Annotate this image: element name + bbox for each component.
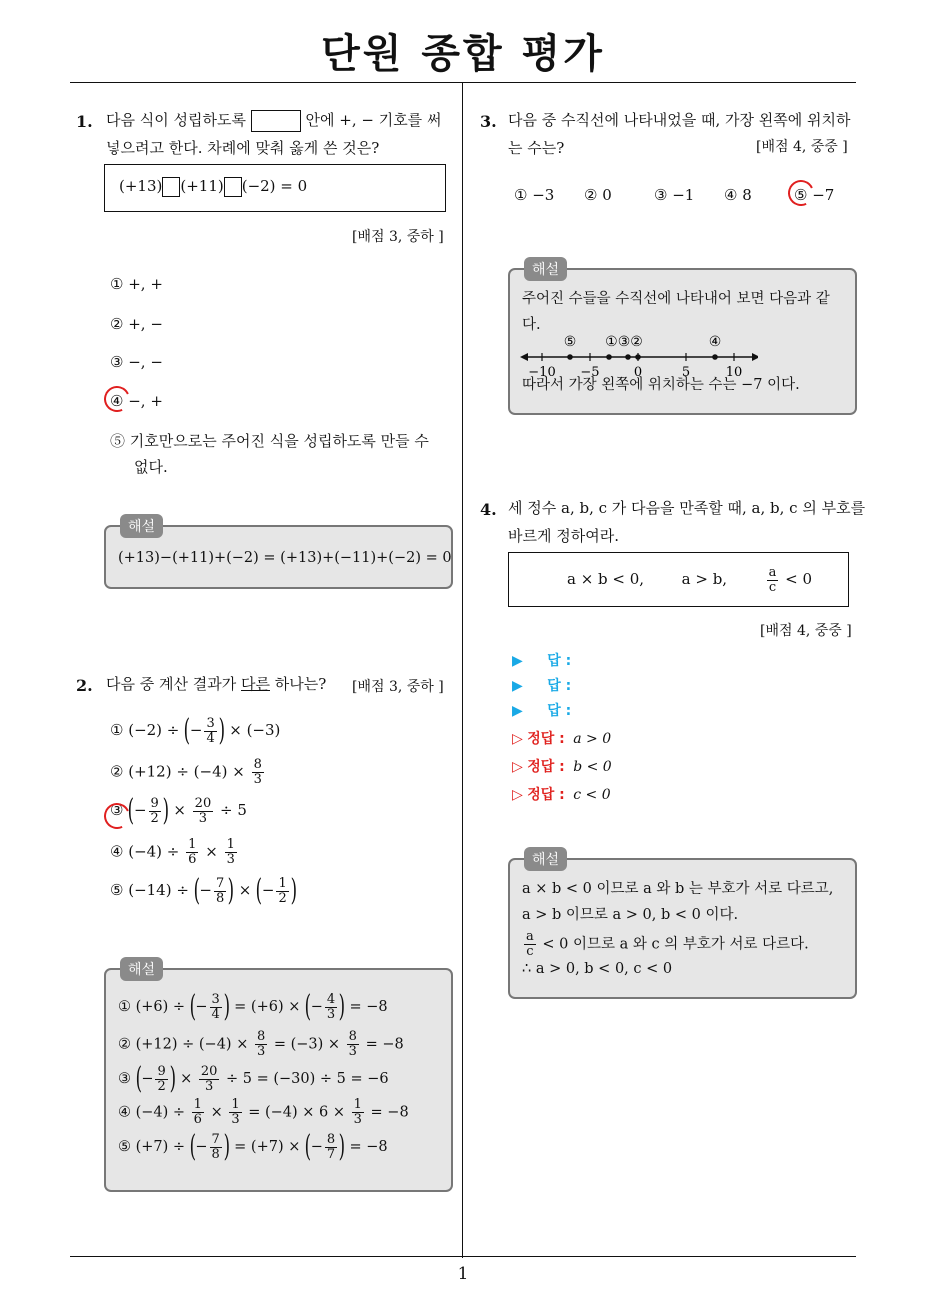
neg-sign: −: [261, 881, 275, 899]
fraction: [155, 1065, 167, 1094]
numerator: 20: [194, 795, 212, 811]
question-number: 4.: [480, 500, 497, 519]
paren: (: [255, 873, 263, 908]
fraction: [255, 1030, 267, 1059]
paren: ): [162, 793, 169, 828]
paren: ): [223, 1129, 230, 1164]
solution-line-1: a × b < 0 이므로 a 와 b 는 부호가 서로 다르고,: [522, 881, 834, 897]
solution-tag: 해설: [524, 257, 567, 281]
choice-3[interactable]: ③ −, −: [110, 353, 163, 371]
numerator: 9: [157, 1063, 166, 1079]
fraction: [276, 877, 288, 906]
answer-row-1[interactable]: [512, 650, 571, 670]
question-text: [106, 670, 326, 698]
tick-label: −10: [528, 365, 556, 380]
choice-1[interactable]: ① +, +: [110, 275, 163, 293]
paren: (: [183, 713, 191, 748]
underlined-word: 다른: [241, 675, 270, 693]
tick-label: −5: [580, 365, 600, 380]
denominator: 3: [204, 1078, 214, 1094]
question-text-b: 바르게 정하여라.: [508, 527, 619, 545]
triangle-icon: ▷: [512, 787, 523, 803]
fraction: [767, 566, 779, 595]
solution-tag: 해설: [120, 514, 163, 538]
paren: (: [304, 1129, 312, 1164]
solution-line-2: [118, 1030, 404, 1059]
sol-text: ② (+12) ÷ (−4) ×: [118, 1036, 249, 1053]
score-label: [배점 4, 중중 ]: [756, 139, 848, 155]
score-label: [배점 3, 중하 ]: [352, 229, 444, 245]
neg-sign: −: [199, 881, 212, 899]
triangle-icon: ▷: [512, 731, 523, 747]
sol-text: ÷ 5 = (−30) ÷ 5 = −6: [226, 1071, 389, 1087]
sol-text: < 0 이므로 a 와 c 의 부호가 서로 다르다.: [542, 936, 809, 953]
play-icon: ▶: [512, 703, 523, 719]
neg-sign: −: [133, 801, 147, 819]
question-text-a: 세 정수 a, b, c 가 다음을 만족할 때, a, b, c 의 부호를: [508, 499, 866, 517]
sol-text: = −8: [349, 1139, 388, 1155]
numerator: 1: [193, 1097, 202, 1112]
denominator: 8: [216, 890, 225, 906]
solution-box: [104, 962, 453, 1192]
question-number: 3.: [480, 112, 497, 131]
blank-box: [251, 110, 301, 132]
condition-box: [508, 552, 849, 607]
fraction: [210, 993, 222, 1022]
choice-2[interactable]: ② +, −: [110, 315, 163, 333]
fraction: [229, 1098, 241, 1127]
choice-4[interactable]: ④ 8: [724, 186, 752, 204]
question-number: 1.: [76, 112, 93, 131]
choice-5[interactable]: ⑤ −7: [794, 186, 835, 204]
solution-tag: 해설: [120, 957, 163, 981]
denominator: 3: [353, 1112, 362, 1127]
correct-row-2: [512, 756, 612, 776]
answer-label: 답 :: [547, 653, 572, 669]
numerator: 3: [211, 991, 220, 1007]
correct-value: c < 0: [573, 787, 611, 803]
paren: (: [189, 1129, 196, 1164]
neg-sign: −: [310, 1139, 323, 1155]
paren: (: [135, 1061, 142, 1096]
denominator: c: [768, 579, 777, 595]
correct-label: 정답 :: [527, 731, 565, 747]
play-icon: ▶: [512, 678, 523, 694]
bottom-rule: [70, 1256, 856, 1257]
solution-line-2: a > b 이므로 a > 0, b < 0 이다.: [522, 907, 739, 923]
question-text-b: 는 수는?: [508, 139, 565, 157]
numerator: 8: [256, 1029, 266, 1044]
question-text-a: 다음 식이 성립하도록: [106, 111, 246, 129]
fraction: [192, 1098, 204, 1127]
sol-text: = −8: [365, 1036, 404, 1053]
denominator: 3: [253, 772, 262, 787]
denominator: 3: [326, 1006, 336, 1022]
paren: ): [290, 873, 297, 908]
score-label: [배점 3, 중하 ]: [352, 679, 444, 695]
arrow-left: [520, 353, 528, 361]
expr-term-1: (+13): [119, 177, 163, 195]
denominator: 2: [150, 810, 159, 826]
solution-line-1: [118, 989, 388, 1024]
expression: [119, 177, 307, 197]
paren: (: [304, 989, 312, 1024]
paren: ): [223, 989, 230, 1024]
expression-box: [104, 164, 446, 212]
choice-3[interactable]: ③ −1: [654, 186, 695, 204]
paren: ): [338, 989, 346, 1024]
choice-text: ④ (−4) ÷: [110, 842, 180, 861]
choice-5-cont: 없다.: [134, 458, 168, 476]
answer-row-2[interactable]: [512, 675, 571, 695]
numerator: 8: [348, 1029, 357, 1044]
fraction: [325, 993, 337, 1022]
blank-box: [162, 177, 180, 197]
column-divider: [462, 83, 463, 1258]
solution-tag: 해설: [524, 847, 567, 871]
choice-text: ⑤ (−14) ÷: [110, 881, 189, 899]
choice-1[interactable]: ① −3: [514, 186, 555, 204]
choice-4[interactable]: ④ −, +: [110, 392, 163, 410]
numerator: 1: [188, 837, 197, 852]
numerator: 7: [211, 1131, 220, 1147]
solution-text-b: 다.: [522, 317, 541, 333]
play-icon: ▶: [512, 653, 523, 669]
choice-text: ② (+12) ÷ (−4) ×: [110, 762, 245, 781]
correct-row-3: [512, 784, 611, 804]
numerator: 1: [353, 1097, 362, 1112]
point-label-132: ①③②: [605, 334, 643, 350]
neg-sign: −: [310, 999, 323, 1015]
fraction: [347, 1030, 359, 1059]
denominator: 3: [198, 810, 208, 826]
numerator: 8: [253, 757, 262, 772]
solution-line-4: [118, 1098, 409, 1127]
choice-text: ×: [173, 801, 186, 819]
solution-text-c: 따라서 가장 왼쪽에 위치하는 수는 −7 이다.: [522, 377, 800, 393]
correct-label: 정답 :: [527, 787, 565, 803]
answer-row-3[interactable]: [512, 700, 571, 720]
expr-term-2: (+11): [180, 177, 224, 195]
score-label: [배점 4, 중중 ]: [760, 623, 852, 639]
numerator: 3: [206, 715, 215, 731]
solution-line-5: [118, 1129, 388, 1164]
denominator: 8: [211, 1146, 220, 1162]
numerator: 8: [326, 1131, 336, 1147]
fraction: [252, 758, 264, 787]
solution-line-3: [118, 1061, 389, 1096]
fraction: [524, 930, 536, 959]
fraction: [193, 797, 214, 826]
choice-text: ③: [110, 801, 124, 819]
fraction: [204, 717, 216, 746]
denominator: 2: [157, 1078, 166, 1094]
expr-term-3: (−2) = 0: [241, 177, 308, 195]
condition: [567, 559, 812, 599]
question-text-a: 다음 중 계산 결과가: [106, 675, 237, 693]
paren: ): [218, 713, 225, 748]
numerator: 4: [326, 991, 336, 1007]
selected-answer-mark: [100, 382, 133, 415]
sol-text: = (+7) ×: [234, 1139, 301, 1155]
question-text-b: 하나는?: [274, 675, 327, 693]
denominator: 3: [348, 1044, 357, 1059]
fraction: [149, 797, 161, 826]
sol-text: = (−4) × 6 ×: [248, 1104, 346, 1121]
neg-sign: −: [195, 1139, 208, 1155]
fraction: [352, 1098, 364, 1127]
sol-text: = −8: [349, 999, 388, 1015]
numerator: a: [768, 564, 777, 580]
sol-text: = (−3) ×: [273, 1036, 341, 1053]
tick-label: 0: [633, 365, 643, 380]
choice-5[interactable]: [110, 873, 297, 908]
fraction: [210, 1133, 222, 1162]
tick-label: 10: [725, 365, 743, 380]
paren: ): [227, 873, 235, 908]
tick-label: 5: [681, 365, 691, 380]
answer-label: 답 :: [547, 678, 572, 694]
sol-text: ③: [118, 1071, 131, 1087]
fraction: [186, 838, 198, 867]
denominator: 3: [226, 852, 235, 867]
paren: (: [189, 989, 196, 1024]
denominator: 3: [256, 1044, 266, 1059]
sol-text: = (+6) ×: [234, 999, 301, 1015]
numerator: 1: [226, 837, 235, 852]
question-text-a: 다음 중 수직선에 나타내었을 때, 가장 왼쪽에 위치하: [508, 111, 851, 129]
solution-line-3: [522, 930, 809, 959]
point-label-4: ④: [708, 334, 722, 350]
paren: ): [338, 1129, 346, 1164]
choice-text: ×: [205, 842, 218, 861]
condition-3: < 0: [785, 570, 813, 588]
point-label-5: ⑤: [563, 334, 577, 350]
denominator: 7: [326, 1146, 336, 1162]
neg-sign: −: [195, 999, 208, 1015]
sol-text: ×: [180, 1071, 193, 1087]
numerator: 20: [200, 1063, 218, 1079]
question-number: 2.: [76, 676, 93, 695]
question-text-c: 넣으려고 한다. 차례에 맞춰 옳게 쓴 것은?: [106, 139, 380, 157]
blank-box: [224, 177, 242, 197]
neg-sign: −: [141, 1071, 154, 1087]
paren: (: [127, 793, 135, 828]
numerator: 9: [150, 795, 159, 811]
choice-text: × (−3): [229, 721, 281, 739]
correct-value: b < 0: [573, 759, 612, 775]
denominator: c: [526, 944, 534, 959]
solution-text-a: 주어진 수들을 수직선에 나타내어 보면 다음과 같: [522, 291, 830, 307]
selected-answer-mark: [784, 176, 817, 209]
question-text: [106, 106, 456, 162]
solution-text: (+13)−(+11)+(−2) = (+13)+(−11)+(−2) = 0: [118, 550, 452, 566]
choice-text: ① (−2) ÷: [110, 721, 180, 739]
numerator: a: [526, 929, 534, 944]
sol-text: ④ (−4) ÷: [118, 1104, 186, 1121]
solution-box: [508, 262, 857, 415]
denominator: 6: [188, 852, 197, 867]
correct-value: a > 0: [573, 731, 612, 747]
denominator: 4: [211, 1006, 220, 1022]
triangle-icon: ▷: [512, 759, 523, 775]
question-text-b: 안에 +, − 기호를 써: [305, 111, 442, 129]
sol-text: = −8: [370, 1104, 409, 1121]
correct-row-1: [512, 728, 611, 748]
correct-label: 정답 :: [527, 759, 565, 775]
choice-3[interactable]: [110, 793, 247, 828]
solution-box: [508, 852, 857, 999]
denominator: 6: [193, 1112, 202, 1127]
choice-4[interactable]: [110, 838, 239, 867]
choice-text: ×: [238, 881, 252, 899]
solution-line-4: ∴ a > 0, b < 0, c < 0: [522, 961, 673, 977]
fraction: [214, 877, 226, 906]
sol-text: ×: [210, 1104, 223, 1121]
neg-sign: −: [189, 721, 203, 739]
fraction: [199, 1065, 220, 1094]
top-rule: [70, 82, 856, 83]
question-text: [508, 494, 865, 550]
choice-text: ÷ 5: [220, 801, 247, 819]
condition-2: a > b,: [681, 570, 728, 588]
paren: (: [193, 873, 200, 908]
choice-2[interactable]: [110, 758, 266, 787]
numerator: 7: [216, 875, 225, 891]
numerator: 1: [231, 1097, 240, 1112]
choice-2[interactable]: ② 0: [584, 186, 612, 204]
page-number: 1: [457, 1264, 469, 1284]
fraction: [225, 838, 237, 867]
denominator: 2: [278, 890, 287, 906]
denominator: 3: [231, 1112, 240, 1127]
denominator: 4: [206, 730, 215, 746]
solution-box: [104, 519, 453, 589]
fraction: [325, 1133, 337, 1162]
condition-1: a × b < 0,: [567, 570, 645, 588]
numerator: 1: [278, 875, 287, 891]
sol-text: ⑤ (+7) ÷: [118, 1139, 186, 1155]
answer-label: 답 :: [547, 703, 572, 719]
arrow-right: [752, 353, 758, 361]
page-title: 단원 종합 평가: [321, 31, 605, 77]
sol-text: ① (+6) ÷: [118, 999, 186, 1015]
paren: ): [169, 1061, 176, 1096]
choice-5[interactable]: ⑤ 기호만으로는 주어진 식을 성립하도록 만들 수: [110, 432, 429, 450]
choice-1[interactable]: [110, 713, 281, 748]
